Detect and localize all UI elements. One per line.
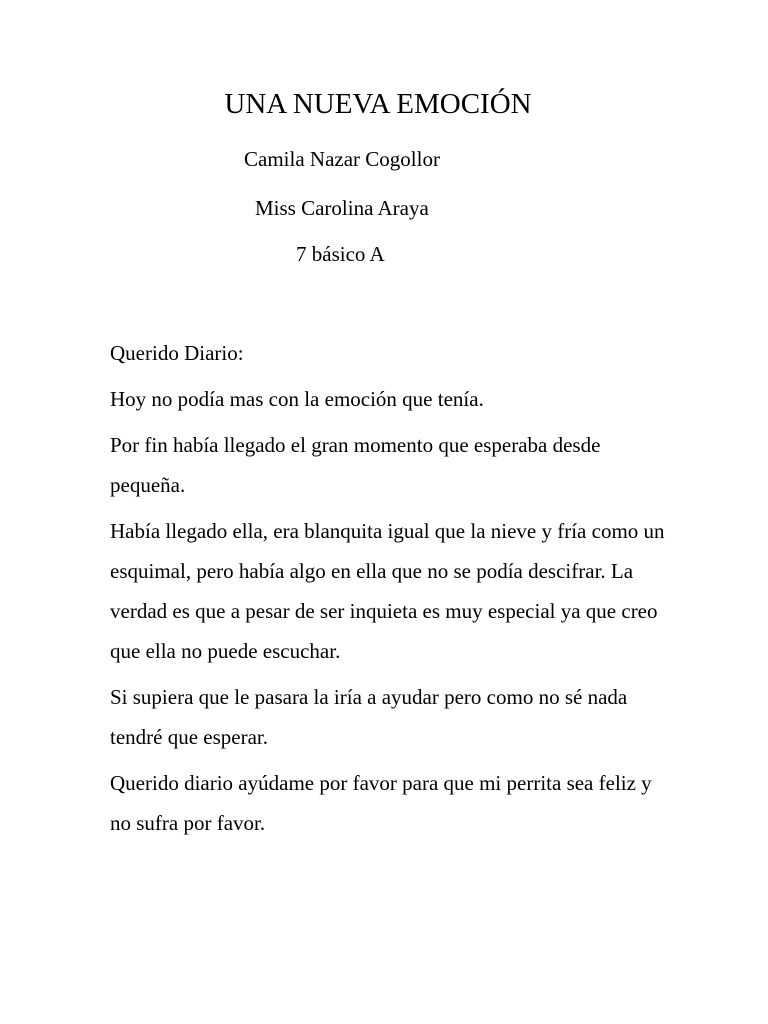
document-title: UNA NUEVA EMOCIÓN — [224, 88, 532, 120]
diary-body — [110, 333, 670, 849]
grade-label: 7 básico A — [296, 242, 385, 266]
paragraph: Querido diario ayúdame por favor para que mi perrita sea feliz y no sufra por favor. — [110, 771, 652, 835]
paragraph: Por fin había llegado el gran momento que esperaba desde pequeña. — [110, 433, 601, 497]
teacher-name: Miss Carolina Araya — [255, 196, 429, 220]
paragraph: Había llegado ella, era blanquita igual que la nieve y fría como un esquimal, pero había algo en ella que no se podía descifrar. La verdad es que a pesar de ser inquieta es muy especial ya que creo que ella no puede escuchar. — [110, 519, 665, 663]
paragraph: Si supiera que le pasara la iría a ayudar pero como no sé nada tendré que esperar. — [110, 685, 628, 749]
paragraph: Hoy no podía mas con la emoción que tenía. — [110, 387, 484, 411]
author-name: Camila Nazar Cogollor — [244, 147, 440, 171]
salutation: Querido Diario: — [110, 341, 244, 365]
